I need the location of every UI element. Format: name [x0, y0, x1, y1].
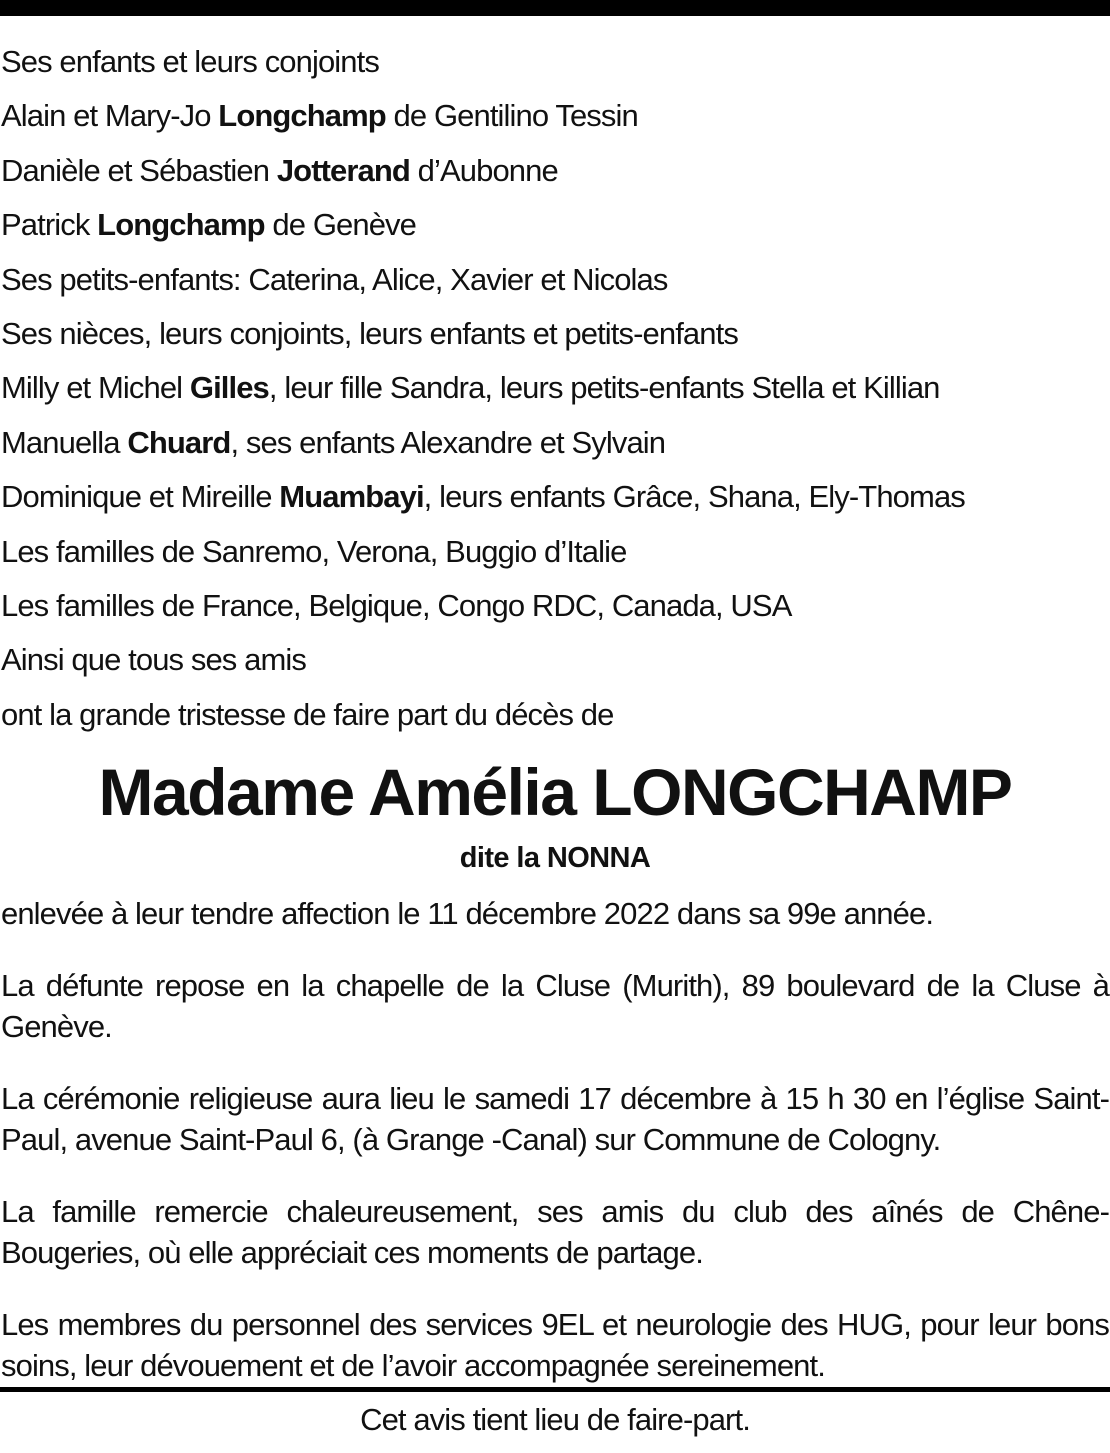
family-line: Milly et Michel Gilles, leur fille Sandra, leurs petits-enfants Stella et Killian — [1, 370, 940, 406]
family-line: Les familles de Sanremo, Verona, Buggio d’Italie — [1, 533, 627, 569]
family-line: Danièle et Sébastien Jotterand d’Aubonne — [1, 152, 558, 188]
family-list — [1, 35, 1109, 742]
top-border-rule — [0, 0, 1110, 16]
family-line: Les familles de France, Belgique, Congo RDC, Canada, USA — [1, 587, 792, 623]
thanks-paragraph: La famille remercie chaleureusement, ses amis du club des aînés de Chêne-Bougeries, où elle appréciait ces moments de partage. — [1, 1194, 1109, 1270]
family-line: Patrick Longchamp de Genève — [1, 207, 417, 243]
family-line: Ainsi que tous ses amis — [1, 642, 306, 678]
repose-paragraph: La défunte repose en la chapelle de la Cluse (Murith), 89 boulevard de la Cluse à Genève. — [1, 968, 1109, 1044]
family-line: Dominique et Mireille Muambayi, leurs enfants Grâce, Shana, Ely-Thomas — [1, 479, 965, 515]
family-surname: Longchamp — [97, 207, 265, 243]
family-surname: Chuard — [127, 424, 231, 460]
staff-thanks-paragraph: Les membres du personnel des services 9EL et neurologie des HUG, pour leur bons soins, leur dévouement et de l’avoir accompagnée sereinement. — [1, 1307, 1109, 1383]
family-surname: Longchamp — [218, 98, 386, 134]
death-date-paragraph: enlevée à leur tendre affection le 11 décembre 2022 dans sa 99e année. — [1, 896, 934, 931]
family-surname: Gilles — [189, 370, 269, 406]
ceremony-paragraph: La cérémonie religieuse aura lieu le samedi 17 décembre à 15 h 30 en l’église Saint-Paul, avenue Saint-Paul 6, (à Grange -Canal) sur Commune de Cologny. — [1, 1081, 1109, 1157]
family-line: Alain et Mary-Jo Longchamp de Gentilino Tessin — [1, 98, 638, 134]
family-line: Manuella Chuard, ses enfants Alexandre et Sylvain — [1, 424, 666, 460]
announcement-line: ont la grande tristesse de faire part du décès de — [1, 696, 614, 732]
closing-line: Cet avis tient lieu de faire-part. — [360, 1402, 750, 1437]
deceased-name: Madame Amélia LONGCHAMP — [98, 755, 1012, 829]
family-surname: Muambayi — [279, 479, 424, 515]
bottom-border-rule — [0, 1387, 1110, 1392]
family-line: Ses petits-enfants: Caterina, Alice, Xavier et Nicolas — [1, 261, 668, 297]
family-surname: Jotterand — [276, 152, 410, 188]
deceased-nickname: dite la NONNA — [459, 842, 651, 874]
family-line: Ses nièces, leurs conjoints, leurs enfants et petits-enfants — [1, 315, 738, 351]
notice-body — [1, 893, 1109, 1453]
family-line: Ses enfants et leurs conjoints — [1, 44, 379, 79]
